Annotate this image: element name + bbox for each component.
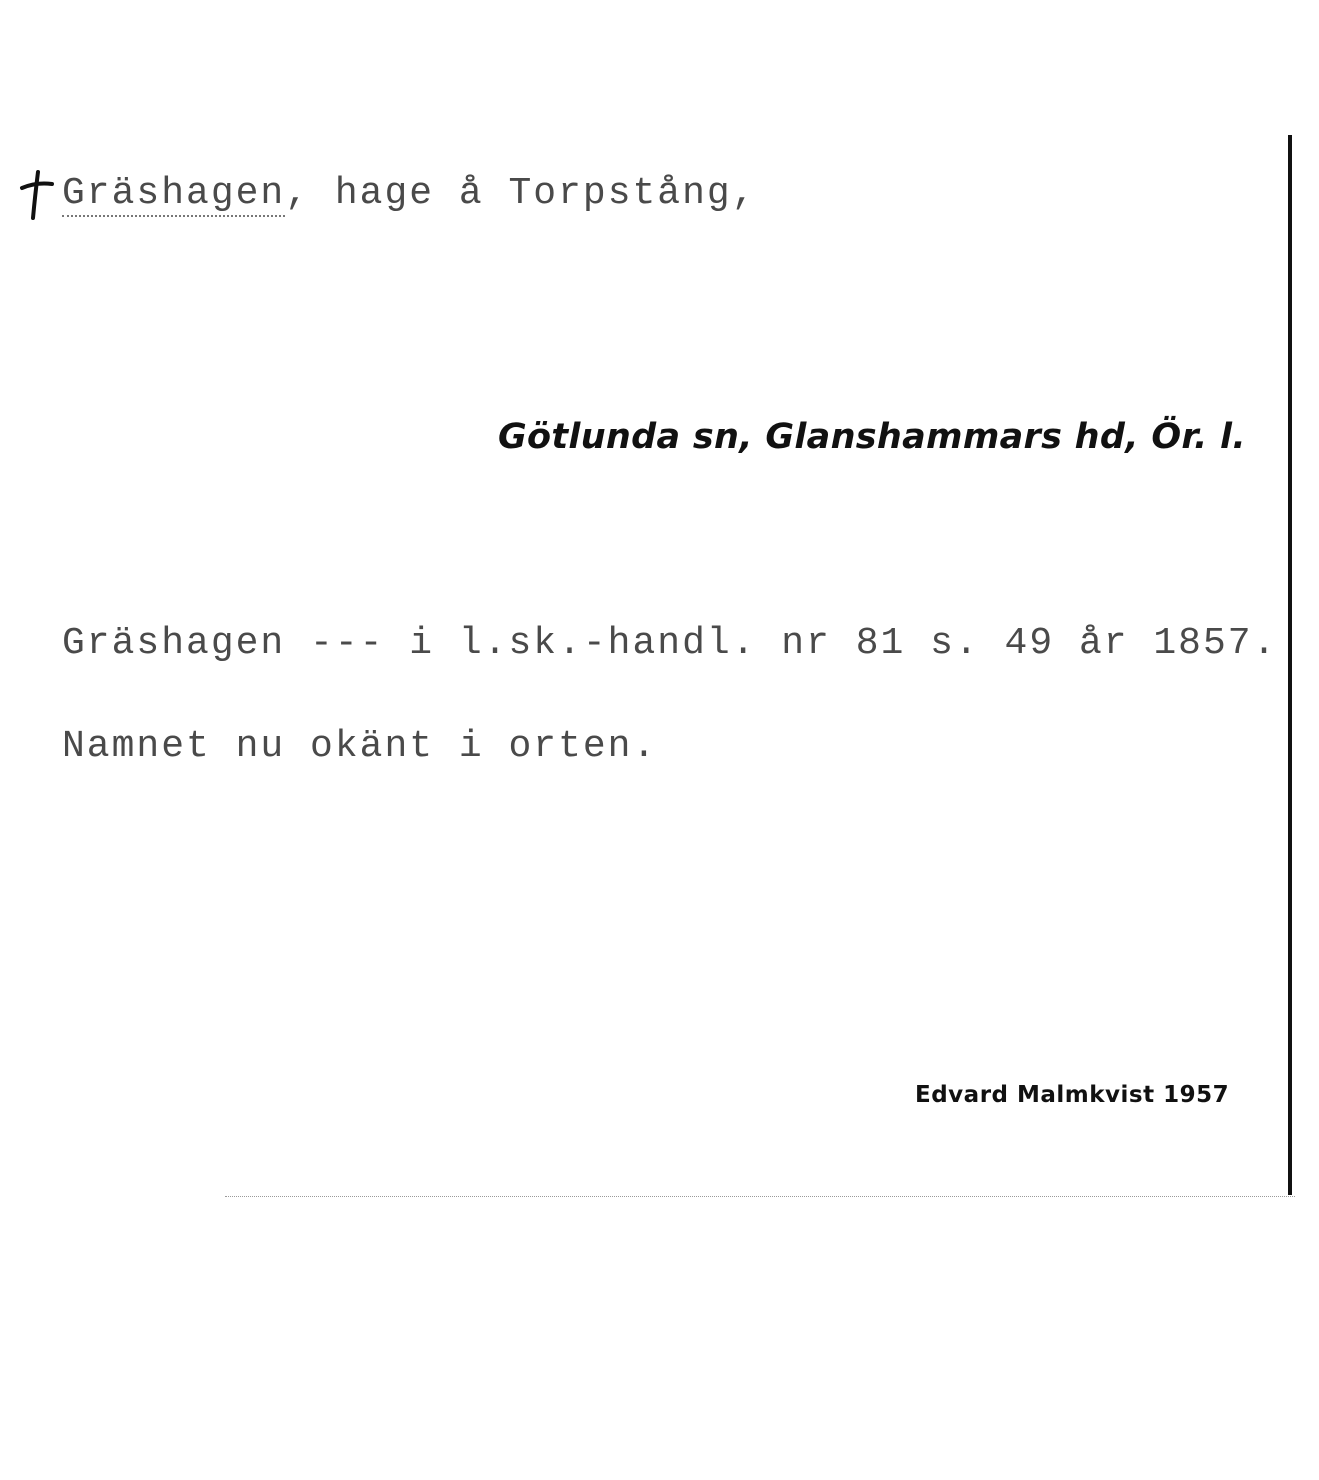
headword-punctuation: ,	[285, 172, 311, 215]
headword-description: hage å Torpstång,	[310, 172, 757, 215]
parish-location: Götlunda sn, Glanshammars hd, Ör. l.	[498, 417, 1246, 457]
card-right-border	[1288, 135, 1292, 1195]
author-stamp: Edvard Malmkvist 1957	[915, 1082, 1230, 1108]
dagger-cross-icon	[18, 168, 58, 228]
source-reference: Gräshagen --- i l.sk.-handl. nr 81 s. 49 år 1857.	[62, 622, 1278, 665]
headword-line	[62, 172, 757, 215]
headword: Gräshagen	[62, 172, 286, 215]
note-text: Namnet nu okänt i orten.	[62, 725, 658, 768]
card-bottom-edge	[225, 1196, 1295, 1197]
